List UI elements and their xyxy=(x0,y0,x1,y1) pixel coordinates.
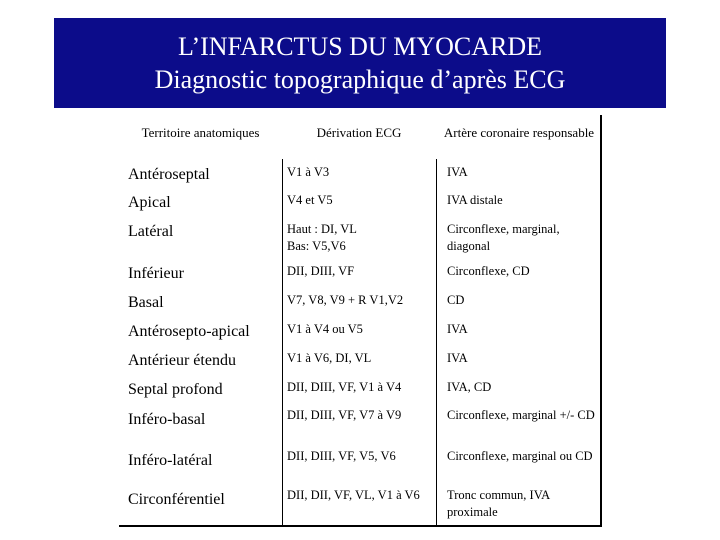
cell-territoire: Latéral xyxy=(128,223,174,240)
cell-territoire: Apical xyxy=(128,194,171,211)
cell-derivation: DII, DII, VF, VL, V1 à V6 xyxy=(287,488,420,502)
title-banner xyxy=(54,18,666,108)
cell-derivation: DII, DIII, VF, V7 à V9 xyxy=(287,408,402,422)
cell-derivation: DII, DIII, VF, V1 à V4 xyxy=(287,380,402,394)
cell-territoire: Antérieur étendu xyxy=(128,352,236,369)
cell-artere: Circonflexe, marginal ou CD xyxy=(447,449,593,463)
cell-derivation: V4 et V5 xyxy=(287,193,333,207)
column-divider xyxy=(436,159,437,525)
page-title: L’INFARCTUS DU MYOCARDE xyxy=(177,32,543,61)
cell-territoire: Inféro-basal xyxy=(128,411,206,428)
cell-territoire: Circonférentiel xyxy=(128,491,225,508)
header-artere: Artère coronaire responsable xyxy=(443,125,595,140)
cell-artere: Circonflexe, marginal, diagonal xyxy=(447,222,560,253)
cell-artere: Circonflexe, CD xyxy=(447,264,530,278)
cell-territoire: Basal xyxy=(128,294,164,311)
cell-artere: Circonflexe, marginal +/- CD xyxy=(447,408,595,422)
cell-derivation: Haut : DI, VL Bas: V5,V6 xyxy=(287,222,357,253)
column-divider xyxy=(282,159,283,525)
cell-artere: Tronc commun, IVA proximale xyxy=(447,488,550,519)
cell-derivation: DII, DIII, VF xyxy=(287,264,355,278)
cell-artere: IVA distale xyxy=(447,193,503,207)
header-territoire: Territoire anatomiques xyxy=(141,125,260,140)
cell-derivation: V1 à V4 ou V5 xyxy=(287,322,363,336)
header-derivation: Dérivation ECG xyxy=(316,125,402,140)
cell-derivation: DII, DIII, VF, V5, V6 xyxy=(287,449,396,463)
cell-artere: IVA, CD xyxy=(447,380,492,394)
cell-artere: CD xyxy=(447,293,465,307)
cell-territoire: Inférieur xyxy=(128,265,184,282)
cell-territoire: Septal profond xyxy=(128,381,223,398)
page-subtitle: Diagnostic topographique d’après ECG xyxy=(154,65,566,94)
cell-derivation: V7, V8, V9 + R V1,V2 xyxy=(287,293,404,307)
cell-derivation: V1 à V6, DI, VL xyxy=(287,351,372,365)
cell-artere: IVA xyxy=(447,351,468,365)
cell-artere: IVA xyxy=(447,165,468,179)
cell-territoire: Inféro-latéral xyxy=(128,452,213,469)
cell-territoire: Antérosepto-apical xyxy=(128,323,250,340)
cell-territoire: Antéroseptal xyxy=(128,166,210,183)
ecg-topography-table xyxy=(119,115,602,527)
cell-artere: IVA xyxy=(447,322,468,336)
cell-derivation: V1 à V3 xyxy=(287,165,330,179)
